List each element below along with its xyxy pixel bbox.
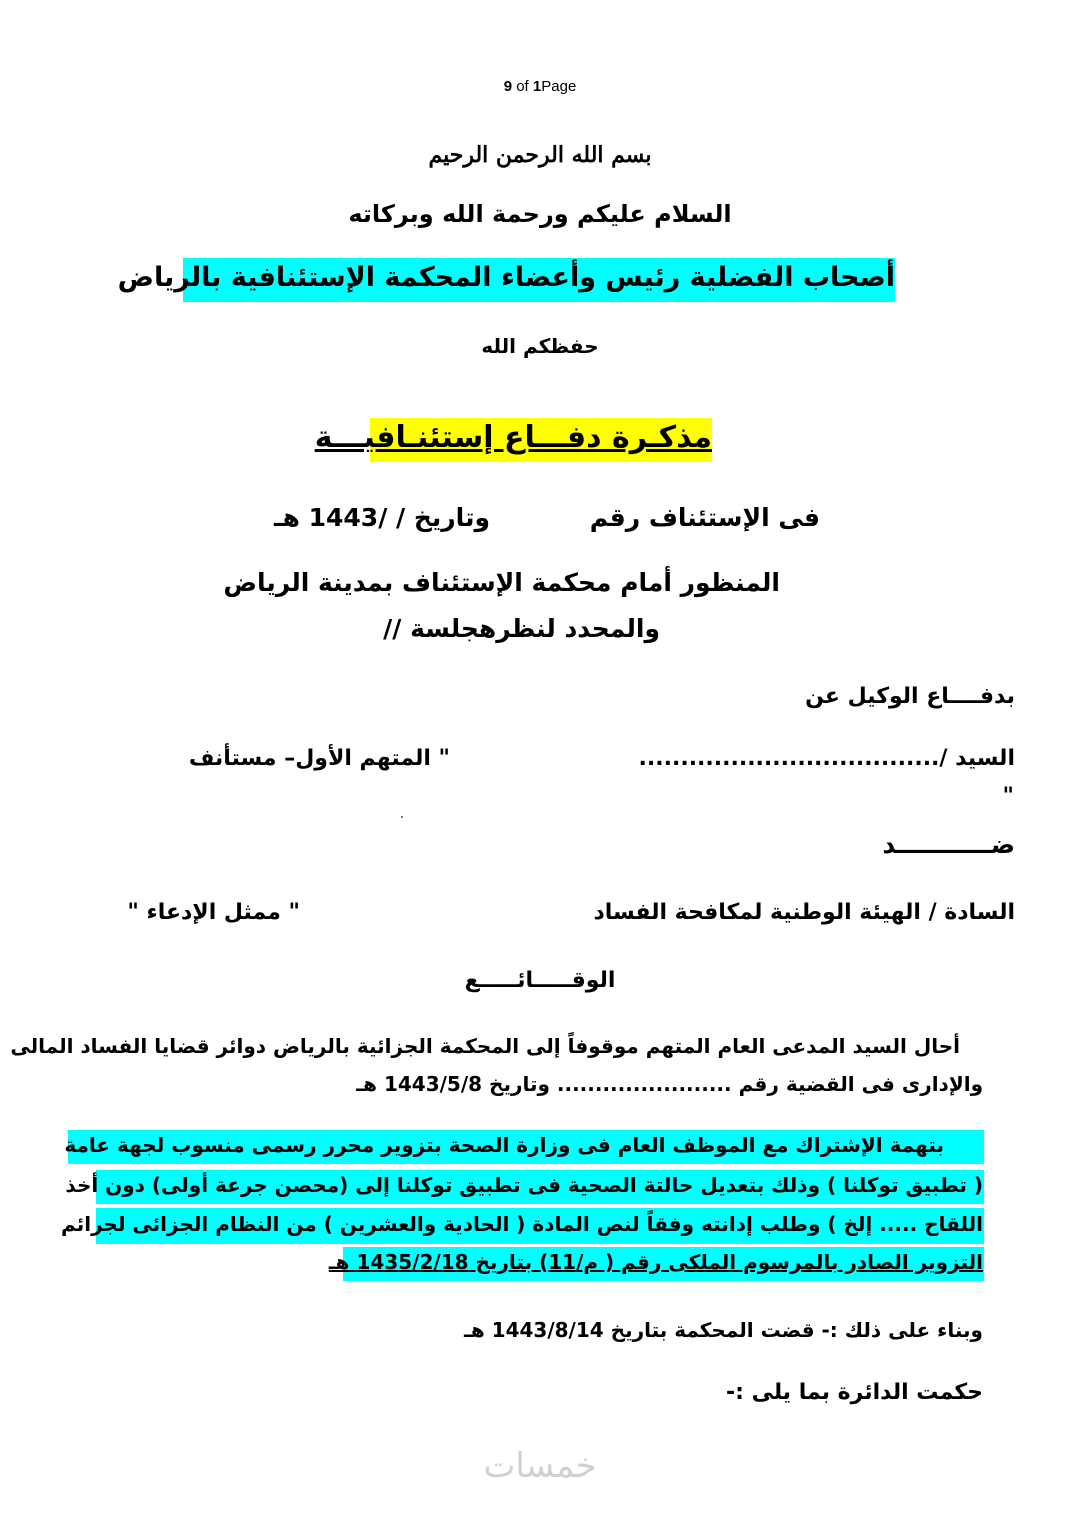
facts-para2-line2: ( تطبيق توكلنا ) وذلك بتعديل حالتة الصحية فى تطبيق توكلنا إلى (محصن جرعة أولى) دون أخذ — [65, 1173, 983, 1197]
accused-role: " المتهم الأول– مستأنف — [188, 746, 450, 771]
greeting: السلام عليكم ورحمة الله وبركاته — [348, 200, 732, 228]
facts-para2-line4: التزوير الصادر بالمرسوم الملكى رقم ( م/11) بتاريخ 1435/2/18 هـ — [328, 1250, 983, 1274]
basmala: بسم الله الرحمن الرحيم — [428, 142, 652, 168]
defense-by: بدفــــاع الوكيل عن — [805, 684, 1015, 709]
appeal-number-label: فى الإستئناف رقم — [589, 503, 820, 532]
court-line: المنظور أمام محكمة الإستئناف بمدينة الرياض — [223, 568, 780, 597]
addressee: أصحاب الفضلية رئيس وأعضاء المحكمة الإستئنافية بالرياض — [117, 262, 895, 293]
quote-mark: " — [1002, 784, 1014, 809]
facts-para2-line3: اللقاح ..... إلخ ) وطلب إدانته وفقاً لنص المادة ( الحادية والعشرين ) من النظام الجزائى لجرائم — [61, 1212, 983, 1236]
page-number — [0, 78, 1080, 95]
blessing: حفظكم الله — [481, 334, 599, 358]
opponent-authority: السادة / الهيئة الوطنية لمكافحة الفساد — [593, 900, 1015, 925]
session-line: والمحدد لنظرهجلسة // — [383, 614, 660, 643]
document-title: مذكـرة دفـــاع إستئنـافيـــة — [314, 420, 712, 455]
stray-dot — [401, 816, 403, 818]
watermark: خمسات — [483, 1446, 597, 1486]
appeal-date-label: وتاريخ / /1443 هـ — [274, 503, 490, 532]
page-number-suffix: Page — [541, 78, 577, 95]
page-number-current: 9 — [503, 78, 513, 95]
facts-para1-line2: والإدارى فى القضية رقم ....................... وتاريخ 1443/5/8 هـ — [356, 1072, 983, 1096]
ruling-heading: حكمت الدائرة بما يلى :- — [725, 1380, 983, 1405]
facts-para2-line1: بتهمة الإشتراك مع الموظف العام فى وزارة الصحة بتزوير محرر رسمى منسوب لجهة عامة — [64, 1133, 944, 1157]
against-label: ضـــــــــــد — [882, 830, 1015, 859]
opponent-role: " ممثل الإدعاء " — [127, 900, 300, 925]
accused-name-line: السيد /.................................... — [638, 746, 1015, 771]
facts-para1-line1: أحال السيد المدعى العام المتهم موقوفاً إلى المحكمة الجزائية بالرياض دوائر قضايا الفساد المالى — [10, 1034, 960, 1058]
page-number-of: of — [512, 78, 533, 95]
page-number-total: 1 — [532, 78, 542, 95]
ruling-intro: وبناء على ذلك :- قضت المحكمة بتاريخ 1443/8/14 هـ — [464, 1318, 983, 1342]
facts-heading: الوقـــــائـــــع — [464, 968, 616, 993]
